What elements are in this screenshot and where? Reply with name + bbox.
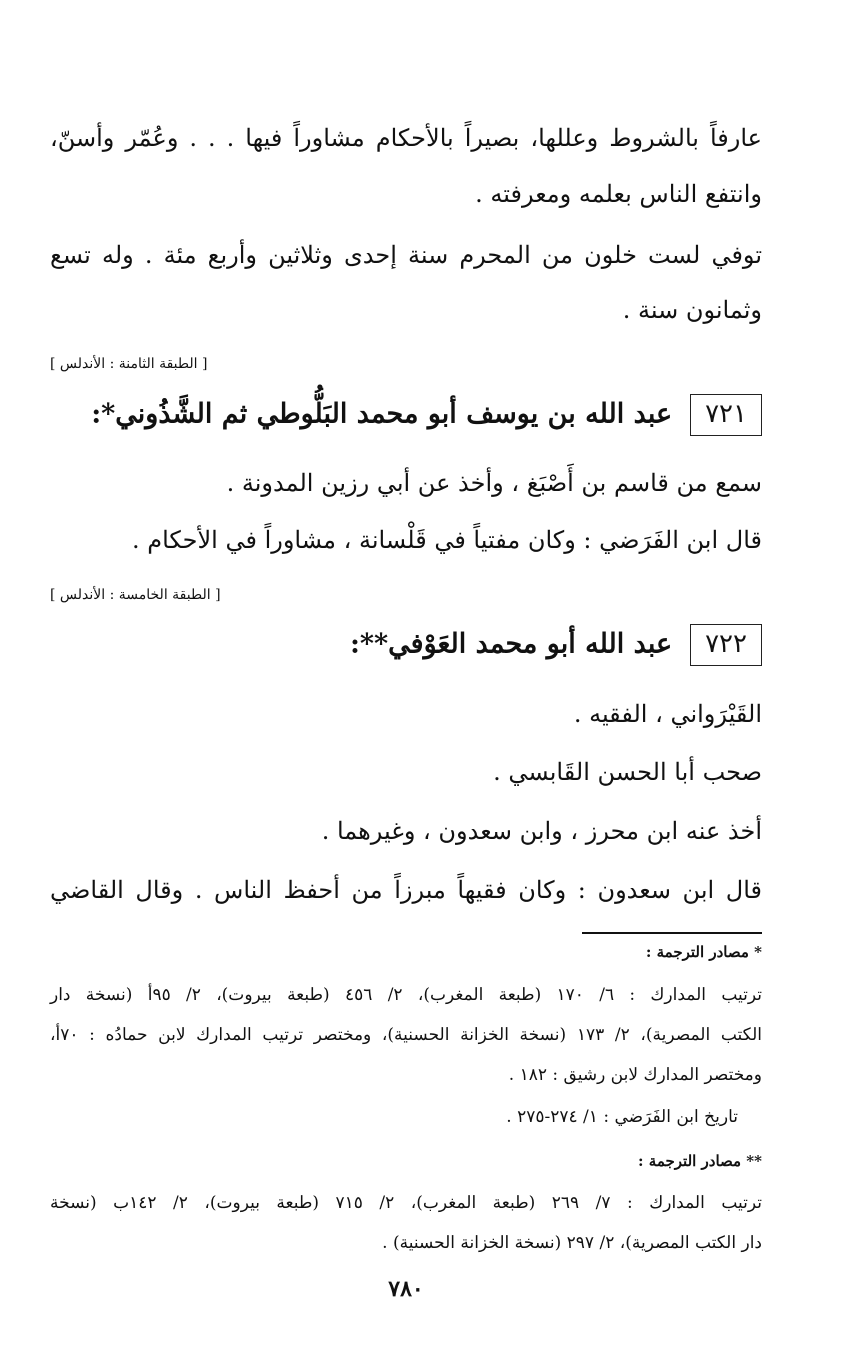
entry-line: أخذ عنه ابن محرز ، وابن سعدون ، وغيرهما . <box>321 817 762 845</box>
page-number: ٧٨٠ <box>388 1276 424 1302</box>
entry-line: قال ابن سعدون : وكان فقيهاً مبرزاً من أحفظ الناس . وقال القاضي <box>50 876 762 904</box>
footnote-line: الكتب المصرية)، ٢/ ١٧٣ (نسخة الخزانة الحسنية)، ومختصر ترتيب المدارك لابن حمادُه : ٧٠أ، <box>50 1025 762 1045</box>
entry-heading <box>50 394 762 436</box>
paragraph-line: وثمانون سنة . <box>622 296 762 324</box>
footnote-line: ترتيب المدارك : ٧/ ٢٦٩ (طبعة المغرب)، ٢/ ٧١٥ (طبعة بيروت)، ٢/ ١٤٢ب (نسخة <box>50 1193 762 1213</box>
footnote-title: * مصادر الترجمة : <box>645 943 762 961</box>
entry-name: عبد الله أبو محمد العَوْفي**: <box>349 628 673 660</box>
footnote-line: دار الكتب المصرية)، ٢/ ٢٩٧ (نسخة الخزانة الحسنية) . <box>382 1233 762 1253</box>
tabaqa-label: [ الطبقة الثامنة : الأندلس ] <box>50 356 208 372</box>
paragraph-line: عارفاً بالشروط وعللها، بصيراً بالأحكام مشاوراً فيها . . . وعُمّر وأسنّ، <box>50 124 762 152</box>
footnote-line: ترتيب المدارك : ٦/ ١٧٠ (طبعة المغرب)، ٢/ ٤٥٦ (طبعة بيروت)، ٢/ ٩٥أ (نسخة دار <box>50 985 762 1005</box>
paragraph-line: وانتفع الناس بعلمه ومعرفته . <box>475 180 762 208</box>
tabaqa-label: [ الطبقة الخامسة : الأندلس ] <box>50 587 221 603</box>
entry-number: ٧٢١ <box>690 394 762 436</box>
footnote-title: ** مصادر الترجمة : <box>638 1152 762 1170</box>
entry-number: ٧٢٢ <box>690 624 762 666</box>
footnote-line: ومختصر المدارك لابن رشيق : ١٨٢ . <box>508 1065 762 1085</box>
entry-name: عبد الله بن يوسف أبو محمد البَلُّوطي ثم الشَّذُوني*: <box>91 398 673 430</box>
entry-heading <box>50 624 762 666</box>
footnote-line: تاريخ ابن الفَرَضي : ١/ ٢٧٤-٢٧٥ . <box>506 1107 738 1127</box>
footnote-separator <box>582 932 762 934</box>
entry-line: قال ابن الفَرَضي : وكان مفتياً في قَلْسانة ، مشاوراً في الأحكام . <box>131 526 762 554</box>
entry-line: سمع من قاسم بن أَصْبَغ ، وأخذ عن أبي رزين المدونة . <box>226 469 762 497</box>
paragraph-line: توفي لست خلون من المحرم سنة إحدى وثلاثين وأربع مئة . وله تسع <box>50 241 762 269</box>
entry-line: القَيْرَواني ، الفقيه . <box>573 700 762 728</box>
book-page <box>50 0 762 1370</box>
entry-line: صحب أبا الحسن القَابسي . <box>493 758 762 786</box>
